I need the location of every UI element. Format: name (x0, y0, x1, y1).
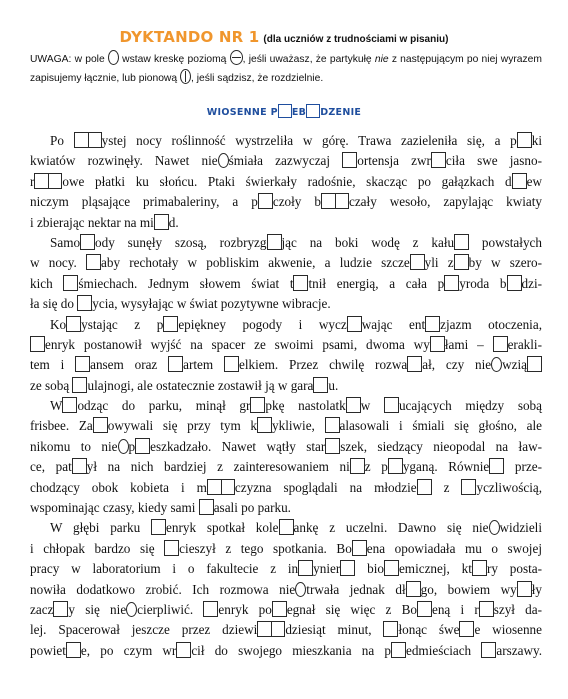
text-fragment: jąc na boki wodę z kału (281, 234, 455, 250)
text-fragment: p (128, 438, 136, 454)
text-fragment: ce, pat (30, 459, 72, 475)
blank-box[interactable] (168, 356, 183, 372)
text-fragment: eszkadzało. Nawet wątły star (150, 438, 326, 454)
text-line (30, 192, 542, 212)
page-title (0, 28, 568, 47)
blank-box[interactable] (454, 234, 469, 250)
blank-box[interactable] (472, 560, 487, 576)
blank-box[interactable] (489, 458, 504, 474)
text-fragment: wzią (502, 357, 528, 373)
text-line (30, 620, 542, 640)
text-fragment: aby rechotały w pobliskim akwenie, a ludzie szcze (101, 255, 410, 271)
text-fragment: u. (328, 377, 339, 393)
text-fragment: łami – (444, 336, 484, 352)
blank-box[interactable] (517, 581, 532, 597)
text-fragment: ła się do (30, 296, 74, 312)
text-fragment: artem (183, 357, 214, 373)
answer-circle[interactable] (489, 520, 500, 535)
blank-box[interactable] (384, 397, 399, 413)
text-fragment: trwała jednak dł (306, 581, 406, 597)
blank-box[interactable] (431, 152, 446, 168)
text-fragment: nikomu to nie (30, 438, 118, 454)
blank-box[interactable] (199, 499, 214, 515)
text-fragment: W głębi parku (50, 520, 141, 536)
blank-box[interactable] (347, 316, 362, 332)
blank-box[interactable] (77, 295, 92, 311)
text-fragment: Po (50, 133, 64, 148)
text-fragment: ze sobą (30, 377, 70, 393)
text-fragment: kich (30, 275, 53, 291)
text-fragment: tem i (30, 357, 65, 373)
text-fragment: elkiem. Przez chwilę rozwa (238, 357, 408, 373)
blank-box[interactable] (481, 642, 496, 658)
text-fragment: kwiatów rozwinęły. Nawet nie (30, 153, 218, 169)
text-line (30, 457, 542, 477)
blank-box[interactable] (66, 642, 81, 658)
blank-box-double[interactable] (34, 173, 62, 189)
text-fragment: e, po czym wr (80, 642, 177, 658)
text-fragment: zacz (30, 601, 54, 617)
text-line (30, 151, 542, 171)
text-line (30, 172, 542, 192)
text-fragment: lej. Spacerował jeszcze przez dziewi (30, 622, 258, 638)
text-fragment: śmiała zazwyczaj (228, 153, 331, 169)
text-fragment: w (360, 398, 371, 414)
text-fragment: ry posta- (486, 561, 542, 577)
text-line (30, 294, 542, 314)
text-fragment: łonąc śwe (398, 622, 460, 638)
blank-box[interactable] (163, 316, 178, 332)
text-line (30, 559, 542, 579)
blank-box[interactable] (479, 601, 494, 617)
text-line (30, 335, 542, 355)
blank-box[interactable] (176, 642, 191, 658)
text-fragment: ły (531, 581, 543, 597)
text-fragment: yganą. Równie (402, 459, 490, 475)
section-title-part: EB (291, 107, 307, 118)
text-fragment: powiet (30, 642, 66, 658)
note-text: , jeśli sądzisz, że rozdzielnie. (190, 73, 324, 84)
text-fragment: ykliwie, (272, 418, 315, 434)
text-fragment: ankę z uczelni. Dawno się nie (293, 520, 489, 536)
text-fragment: r (30, 173, 35, 189)
text-fragment: egnał się więc z Bo (286, 601, 417, 617)
text-line (30, 539, 542, 559)
blank-box[interactable] (306, 104, 320, 118)
note-text: wstaw kreskę poziomą (122, 54, 227, 65)
text-line (30, 416, 542, 436)
text-fragment: ansem oraz (90, 357, 158, 373)
blank-box[interactable] (454, 254, 469, 270)
text-fragment: by w szero- (468, 255, 542, 271)
text-fragment: widzieli (499, 520, 543, 536)
blank-box[interactable] (325, 438, 340, 454)
blank-box[interactable] (278, 104, 292, 118)
answer-circle[interactable] (218, 153, 229, 168)
text-fragment: yczliwością, (476, 479, 543, 495)
note-text: , jeśli uważasz, że partykułę (242, 54, 372, 65)
text-fragment: erakli- (507, 336, 542, 352)
answer-circle[interactable] (118, 439, 129, 454)
answer-circle[interactable] (295, 582, 306, 597)
blank-box[interactable] (62, 397, 77, 413)
note-text: UWAGA: w pole (30, 54, 105, 65)
text-fragment: czoły b (272, 194, 321, 210)
text-fragment: ynier (313, 561, 341, 577)
blank-box[interactable] (72, 458, 87, 474)
answer-circle[interactable] (126, 602, 137, 617)
section-title (0, 104, 568, 118)
text-fragment: pkę nastolatk (265, 398, 346, 414)
answer-circle[interactable] (491, 357, 502, 372)
text-fragment: nowiła dodatkowo zrobić. Ich rozmowa nie (30, 581, 296, 597)
blank-box[interactable] (298, 560, 313, 576)
blank-box[interactable] (391, 642, 406, 658)
blank-box[interactable] (250, 397, 265, 413)
blank-box[interactable] (224, 356, 239, 372)
text-fragment: śmiechach. Jednym słowem świat t (78, 275, 294, 291)
blank-box[interactable] (350, 458, 365, 474)
text-line (30, 478, 542, 498)
text-fragment: frisbee. Za (30, 418, 93, 434)
text-fragment: cieszył z tego spotkania. Bo (179, 540, 352, 556)
blank-box[interactable] (135, 438, 150, 454)
text-fragment: z (443, 479, 450, 495)
text-line (30, 376, 542, 396)
text-fragment: Ko (50, 316, 67, 332)
text-fragment: ody sunęły szosą, rozbryzg (95, 234, 267, 250)
text-line (30, 233, 542, 253)
blank-box[interactable] (164, 540, 179, 556)
blank-box[interactable] (257, 417, 272, 433)
text-fragment: pracy w laboratorium i o fakultecie z in (30, 561, 299, 577)
blank-box[interactable] (406, 581, 421, 597)
blank-box[interactable] (53, 601, 68, 617)
blank-box[interactable] (203, 601, 218, 617)
text-line (30, 355, 542, 375)
section-title-part: WIOSENNE P (206, 107, 278, 118)
text-fragment: ycia, wysyłając w świat pozytywne wibracje. (92, 296, 331, 312)
text-fragment: tnił energią, a cała p (308, 275, 445, 291)
blank-box[interactable] (512, 173, 527, 189)
text-fragment: enryk postanowił wyjść na spacer ze swoimi psami, dwoma wy (45, 336, 430, 352)
text-fragment: wając ent (361, 316, 426, 332)
text-fragment: e wiosenne (474, 622, 542, 638)
text-fragment: czały wesoło, zapylając kwiaty (348, 194, 542, 210)
text-fragment: y się nie (68, 601, 127, 617)
text-line (30, 131, 542, 151)
text-fragment: ystając z p (81, 316, 164, 332)
text-fragment: ki (531, 133, 542, 148)
blank-box[interactable] (80, 234, 95, 250)
text-fragment: arszawy. (496, 642, 542, 658)
text-line (30, 253, 542, 273)
text-fragment: ucających między sobą (398, 398, 542, 414)
blank-box[interactable] (63, 275, 78, 291)
blank-box-double[interactable] (321, 193, 349, 209)
blank-box[interactable] (461, 479, 476, 495)
blank-box[interactable] (352, 540, 367, 556)
text-line (30, 600, 542, 620)
blank-box[interactable] (527, 356, 542, 372)
note-text-italic: nie (374, 54, 389, 65)
blank-box[interactable] (75, 356, 90, 372)
text-line (30, 213, 542, 233)
text-fragment: szył da- (493, 601, 542, 617)
text-line (30, 498, 542, 518)
note-text: z następującym po niej wyrazem zapisujemy łącznie, lub pionową (30, 54, 542, 84)
text-fragment: niczym pląsające primabaleriny, a p (30, 194, 258, 210)
text-fragment: owywali się przy tym k (107, 418, 257, 434)
text-fragment: szek, siedzący nieopodal na ław- (340, 438, 542, 454)
blank-box[interactable] (410, 254, 425, 270)
blank-box[interactable] (151, 519, 166, 535)
blank-box[interactable] (507, 275, 522, 291)
text-fragment: i chłopak bardzo się (30, 540, 155, 556)
text-fragment: go, bowiem wy (420, 581, 517, 597)
text-fragment: ulajnogi, ale ostatecznie zostawił ją w gara (87, 377, 314, 393)
text-fragment: edmieściach (405, 642, 472, 658)
blank-box[interactable] (258, 193, 273, 209)
text-fragment: owe płatki ku słońcu. Ptaki świerkały radośnie, skacząc po gałązkach d (62, 173, 512, 189)
blank-box[interactable] (342, 152, 357, 168)
blank-box[interactable] (383, 621, 398, 637)
blank-box[interactable] (293, 275, 308, 291)
blank-box[interactable] (430, 336, 445, 352)
text-fragment: wspominając czasy, kiedy sami (30, 500, 196, 516)
blank-box[interactable] (388, 458, 403, 474)
text-fragment: ciła swe jasno- (445, 153, 542, 169)
text-fragment: ył na nich bardziej z zainteresowaniem ni (86, 459, 350, 475)
text-fragment: powstałych (481, 234, 542, 250)
text-line (30, 437, 542, 457)
text-fragment: chodzący obok kobieta i m (30, 479, 207, 495)
blank-box[interactable] (279, 519, 294, 535)
blank-box-double[interactable] (74, 132, 102, 148)
text-fragment: Samo (50, 234, 81, 250)
blank-box[interactable] (30, 336, 45, 352)
title-subtitle: (dla uczniów z trudnościami w pisaniu) (263, 34, 449, 45)
text-fragment: emicznej, kt (398, 561, 472, 577)
blank-box[interactable] (407, 356, 422, 372)
text-line (30, 315, 542, 335)
text-fragment: enryk po (218, 601, 272, 617)
blank-box-double[interactable] (207, 479, 235, 495)
text-fragment: odząc do parku, minął gr (77, 398, 251, 414)
text-fragment: ena opowiadała mu o swojej (366, 540, 542, 556)
text-fragment: i zbierając nektar na mi (30, 214, 154, 230)
blank-box[interactable] (272, 601, 287, 617)
blank-box[interactable] (86, 254, 101, 270)
blank-box[interactable] (325, 417, 340, 433)
text-fragment: eną i r (431, 601, 479, 617)
blank-box[interactable] (313, 377, 328, 393)
blank-box[interactable] (517, 132, 532, 148)
text-line (30, 580, 542, 600)
text-line (30, 274, 542, 294)
text-fragment: alasowali i śmiali się głośno, ale (339, 418, 543, 434)
blank-box[interactable] (459, 621, 474, 637)
text-line (30, 641, 542, 661)
empty-circle-icon (108, 50, 119, 65)
blank-box[interactable] (267, 234, 282, 250)
blank-box[interactable] (93, 417, 108, 433)
blank-box[interactable] (493, 336, 508, 352)
text-fragment: asali po parku. (213, 500, 291, 516)
text-fragment: zjazm otoczenia, (440, 316, 542, 332)
blank-box[interactable] (72, 377, 87, 393)
blank-box[interactable] (417, 479, 432, 495)
text-fragment: d. (168, 214, 179, 230)
text-fragment: bio (367, 561, 384, 577)
blank-box[interactable] (346, 397, 361, 413)
blank-box[interactable] (417, 601, 432, 617)
text-fragment: w nocy. (30, 255, 77, 271)
text-fragment: W (50, 398, 63, 414)
section-title-part: DZENIE (320, 107, 362, 118)
title-main: DYKTANDO NR 1 (119, 28, 260, 46)
text-fragment: yroda b (459, 275, 507, 291)
text-fragment: enryk spotkał kole (166, 520, 279, 536)
blank-box[interactable] (340, 560, 355, 576)
text-fragment: ał, czy nie (422, 357, 492, 373)
blank-box-double[interactable] (257, 621, 285, 637)
text-fragment: ystej nocy roślinność wystrzeliła w górę. Trawa zazieleniła się, a p (101, 133, 517, 148)
text-fragment: cierpliwić. (137, 601, 194, 617)
blank-box[interactable] (444, 275, 459, 291)
blank-box[interactable] (66, 316, 81, 332)
text-fragment: dzi- (521, 275, 543, 291)
blank-box[interactable] (154, 214, 169, 230)
blank-box[interactable] (384, 560, 399, 576)
text-fragment: z p (364, 459, 388, 475)
blank-box[interactable] (425, 316, 440, 332)
dictation-text (30, 131, 542, 661)
text-fragment: czyzna spoglądali na młodzie (234, 479, 417, 495)
text-line (30, 518, 542, 538)
text-fragment: dziesiąt minut, (285, 622, 372, 638)
text-line (30, 396, 542, 416)
text-fragment: ortensja zwr (357, 153, 431, 169)
text-fragment: yli z (424, 255, 454, 271)
instruction-note (30, 50, 542, 88)
text-fragment: ew (526, 173, 542, 189)
text-fragment: prze- (514, 459, 543, 475)
text-fragment: cił do swojego mieszkania na p (191, 642, 391, 658)
text-fragment: epiękney pogody i wycz (178, 316, 347, 332)
horizontal-line-circle-icon (230, 50, 243, 65)
vertical-line-circle-icon (180, 69, 191, 84)
